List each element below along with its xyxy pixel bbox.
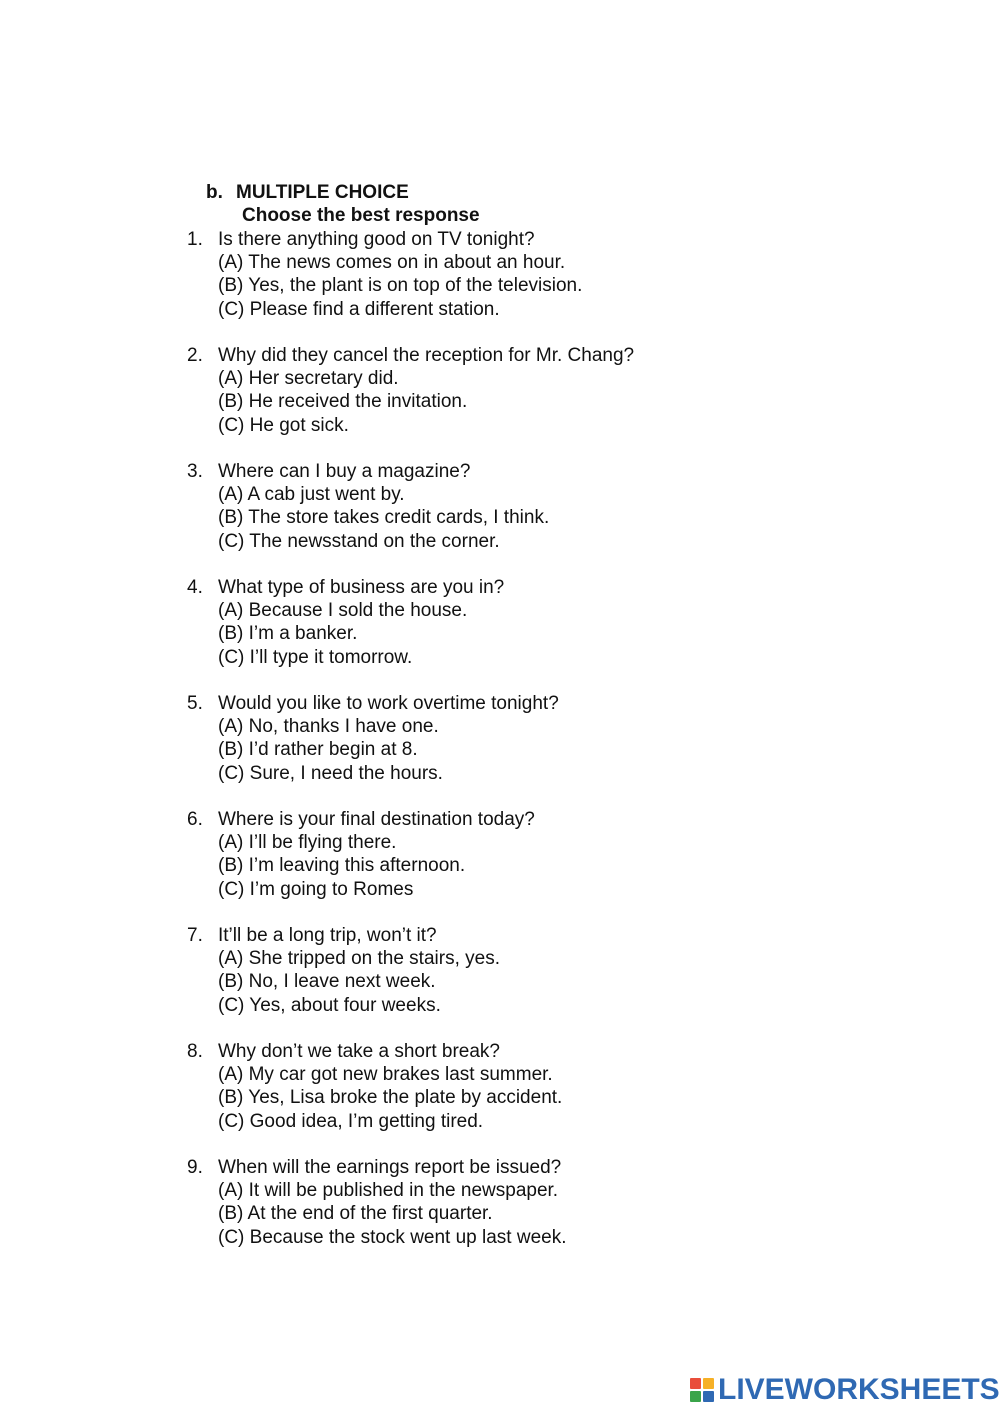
option-c[interactable]: (C) I’m going to Romes [218, 878, 414, 900]
option-a[interactable]: (A) It will be published in the newspaper. [218, 1180, 559, 1202]
question-number: 1. [187, 229, 203, 250]
option-c[interactable]: (C) The newsstand on the corner. [218, 530, 500, 552]
logo-block [690, 1391, 701, 1402]
question-6 [187, 808, 887, 901]
question-1 [187, 228, 887, 321]
question-text: Why don’t we take a short break? [218, 1041, 500, 1062]
option-c[interactable]: (C) Sure, I need the hours. [218, 762, 443, 784]
liveworksheets-logo [690, 1372, 1000, 1408]
logo-block [703, 1378, 714, 1389]
question-text: When will the earnings report be issued? [218, 1157, 562, 1178]
question-text: Where is your final destination today? [218, 809, 535, 830]
question-4 [187, 576, 887, 669]
option-b[interactable]: (B) No, I leave next week. [218, 971, 436, 993]
question-2 [187, 344, 887, 437]
section-title: MULTIPLE CHOICE [236, 182, 409, 203]
option-b[interactable]: (B) He received the invitation. [218, 391, 468, 413]
logo-block [690, 1378, 701, 1389]
section-instruction: Choose the best response [242, 205, 480, 226]
option-b[interactable]: (B) I’m leaving this afternoon. [218, 855, 466, 877]
section-letter: b. [206, 182, 223, 203]
question-3 [187, 460, 887, 553]
question-7 [187, 924, 887, 1017]
option-c[interactable]: (C) Please find a different station. [218, 298, 500, 320]
option-a[interactable]: (A) She tripped on the stairs, yes. [218, 948, 500, 970]
option-a[interactable]: (A) Because I sold the house. [218, 600, 468, 622]
question-number: 8. [187, 1041, 203, 1062]
question-text: Where can I buy a magazine? [218, 461, 471, 482]
logo-blocks-icon [690, 1378, 714, 1402]
question-text: Would you like to work overtime tonight? [218, 693, 559, 714]
option-a[interactable]: (A) No, thanks I have one. [218, 716, 439, 738]
option-c[interactable]: (C) He got sick. [218, 414, 349, 436]
option-a[interactable]: (A) My car got new brakes last summer. [218, 1064, 553, 1086]
option-a[interactable]: (A) Her secretary did. [218, 368, 399, 390]
question-number: 4. [187, 577, 203, 598]
question-number: 7. [187, 925, 203, 946]
question-number: 3. [187, 461, 203, 482]
question-number: 5. [187, 693, 203, 714]
option-c[interactable]: (C) I’ll type it tomorrow. [218, 646, 413, 668]
question-text: Why did they cancel the reception for Mr. Chang? [218, 345, 635, 366]
question-text: Is there anything good on TV tonight? [218, 229, 535, 250]
question-9 [187, 1156, 887, 1249]
option-a[interactable]: (A) A cab just went by. [218, 484, 405, 506]
section-heading [206, 181, 409, 204]
option-b[interactable]: (B) Yes, the plant is on top of the television. [218, 275, 583, 297]
logo-block [703, 1391, 714, 1402]
question-8 [187, 1040, 887, 1133]
option-b[interactable]: (B) I’d rather begin at 8. [218, 739, 418, 761]
question-number: 9. [187, 1157, 203, 1178]
option-c[interactable]: (C) Because the stock went up last week. [218, 1226, 567, 1248]
option-c[interactable]: (C) Yes, about four weeks. [218, 994, 441, 1016]
question-number: 6. [187, 809, 203, 830]
option-a[interactable]: (A) I’ll be flying there. [218, 832, 397, 854]
question-5 [187, 692, 887, 785]
option-a[interactable]: (A) The news comes on in about an hour. [218, 252, 566, 274]
question-text: What type of business are you in? [218, 577, 505, 598]
option-b[interactable]: (B) I’m a banker. [218, 623, 358, 645]
option-c[interactable]: (C) Good idea, I’m getting tired. [218, 1110, 484, 1132]
question-number: 2. [187, 345, 203, 366]
option-b[interactable]: (B) At the end of the first quarter. [218, 1203, 493, 1225]
option-b[interactable]: (B) The store takes credit cards, I think. [218, 507, 550, 529]
option-b[interactable]: (B) Yes, Lisa broke the plate by accident. [218, 1087, 563, 1109]
question-text: It’ll be a long trip, won’t it? [218, 925, 437, 946]
logo-text: LIVEWORKSHEETS [718, 1373, 1000, 1406]
